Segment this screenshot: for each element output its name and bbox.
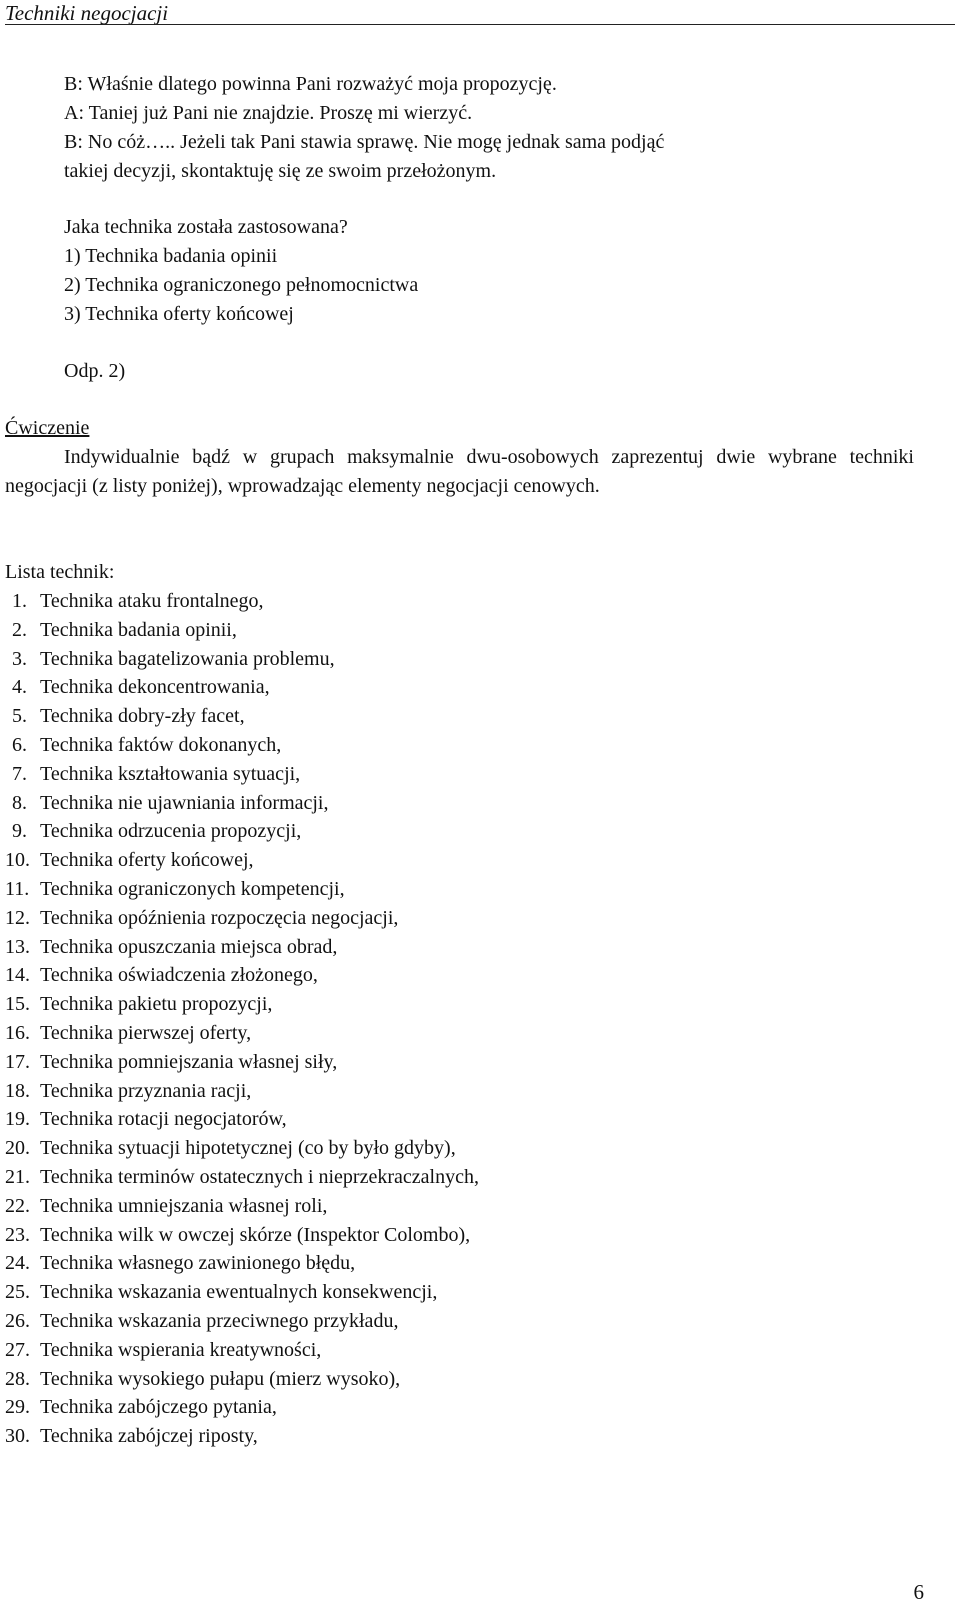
list-item-number: 20. xyxy=(5,1137,30,1160)
list-item xyxy=(5,1307,479,1336)
list-item-label: Technika oświadczenia złożonego, xyxy=(40,964,318,987)
list-item-number: 24. xyxy=(5,1252,30,1275)
list-item-label: Technika oferty końcowej, xyxy=(40,849,254,872)
list-item-label: Technika umniejszania własnej roli, xyxy=(40,1194,328,1217)
question-option: 1) Technika badania opinii xyxy=(64,245,278,267)
list-item-label: Technika zabójczej riposty, xyxy=(40,1425,258,1448)
list-item xyxy=(5,1077,479,1106)
list-item-number: 21. xyxy=(5,1165,30,1188)
list-item-number: 26. xyxy=(5,1309,30,1332)
exercise-instructions: Indywidualnie bądź w grupach maksymalnie dwu-osobowych zaprezentuj dwie wybrane techniki negocjacji (z listy poniżej), wprowadzając elementy negocjacji cenowych. xyxy=(5,446,914,497)
list-item xyxy=(5,990,479,1019)
list-item xyxy=(5,702,479,731)
list-item-label: Technika ataku frontalnego, xyxy=(40,590,264,612)
list-item-number: 29. xyxy=(5,1396,30,1419)
list-item-label: Technika pierwszej oferty, xyxy=(40,1021,252,1044)
header-divider xyxy=(5,24,955,25)
list-item xyxy=(5,1019,479,1048)
list-item-number: 2. xyxy=(12,618,27,641)
list-item-label: Technika zabójczego pytania, xyxy=(40,1396,277,1419)
list-item-number: 10. xyxy=(5,849,30,872)
list-item-number: 17. xyxy=(5,1050,30,1073)
list-item-label: Technika ograniczonych kompetencji, xyxy=(40,877,345,900)
list-item xyxy=(5,1105,479,1134)
list-item-label: Technika faktów dokonanych, xyxy=(40,733,282,756)
list-item xyxy=(5,875,479,904)
list-item-label: Technika kształtowania sytuacji, xyxy=(40,762,301,785)
list-item-number: 3. xyxy=(12,647,27,670)
list-item-number: 5. xyxy=(12,705,27,728)
list-item-label: Technika przyznania racji, xyxy=(40,1079,252,1102)
list-item xyxy=(5,1422,479,1451)
list-item-label: Technika opuszczania miejsca obrad, xyxy=(40,935,338,958)
technique-list xyxy=(5,587,479,1451)
dialogue-line: B: Właśnie dlatego powinna Pani rozważyć moja propozycję. xyxy=(64,73,557,95)
answer-text: Odp. 2) xyxy=(64,360,126,382)
list-item xyxy=(5,1249,479,1278)
list-item-label: Technika własnego zawinionego błędu, xyxy=(40,1252,356,1275)
running-header-title: Techniki negocjacji xyxy=(5,1,169,25)
list-item xyxy=(5,1134,479,1163)
dialogue-block xyxy=(64,70,664,186)
list-item-number: 22. xyxy=(5,1194,30,1217)
list-item-label: Technika bagatelizowania problemu, xyxy=(40,647,335,670)
list-item xyxy=(5,1365,479,1394)
list-item-label: Technika pomniejszania własnej siły, xyxy=(40,1050,338,1073)
list-item xyxy=(5,1048,479,1077)
list-item-number: 16. xyxy=(5,1021,30,1044)
list-item-number: 12. xyxy=(5,906,30,929)
list-item-number: 11. xyxy=(5,877,30,900)
list-item-number: 15. xyxy=(5,993,30,1016)
list-item-number: 8. xyxy=(12,791,27,814)
list-item-label: Technika pakietu propozycji, xyxy=(40,993,273,1016)
list-item-label: Technika nie ujawniania informacji, xyxy=(40,791,329,814)
list-item xyxy=(5,616,479,645)
list-item-number: 1. xyxy=(12,590,27,612)
dialogue-line: takiej decyzji, skontaktuję się ze swoim przełożonym. xyxy=(64,160,497,182)
list-item xyxy=(5,731,479,760)
list-item xyxy=(5,673,479,702)
list-item-label: Technika terminów ostatecznych i nieprzekraczalnych, xyxy=(40,1165,479,1188)
list-item xyxy=(5,587,479,616)
list-item-label: Technika wysokiego pułapu (mierz wysoko), xyxy=(40,1367,401,1390)
list-item xyxy=(5,1221,479,1250)
list-item-number: 9. xyxy=(12,820,27,843)
list-item-label: Technika opóźnienia rozpoczęcia negocjacji, xyxy=(40,906,399,929)
list-item-label: Technika dobry-zły facet, xyxy=(40,705,245,728)
list-item xyxy=(5,760,479,789)
dialogue-line: B: No cóż….. Jeżeli tak Pani stawia sprawę. Nie mogę jednak sama podjąć xyxy=(64,131,665,153)
exercise-heading: Ćwiczenie xyxy=(5,417,90,439)
list-item xyxy=(5,846,479,875)
dialogue-line: A: Taniej już Pani nie znajdzie. Proszę mi wierzyć. xyxy=(64,102,473,124)
list-item-number: 23. xyxy=(5,1223,30,1246)
list-item-number: 18. xyxy=(5,1079,30,1102)
list-item-label: Technika wilk w owczej skórze (Inspektor Colombo), xyxy=(40,1223,471,1246)
list-item-label: Technika dekoncentrowania, xyxy=(40,676,270,699)
list-item-number: 25. xyxy=(5,1281,30,1304)
list-item xyxy=(5,1278,479,1307)
page-number: 6 xyxy=(913,1580,924,1604)
list-item xyxy=(5,1163,479,1192)
technique-list-heading: Lista technik: xyxy=(5,561,115,583)
list-item xyxy=(5,1336,479,1365)
list-item-number: 13. xyxy=(5,935,30,958)
list-item-label: Technika wspierania kreatywności, xyxy=(40,1338,322,1361)
question-prompt: Jaka technika została zastosowana? xyxy=(64,216,348,238)
answer-block xyxy=(64,357,125,386)
list-item-label: Technika sytuacji hipotetycznej (co by było gdyby), xyxy=(40,1137,456,1160)
list-item-number: 19. xyxy=(5,1108,30,1131)
list-item xyxy=(5,933,479,962)
list-item xyxy=(5,904,479,933)
list-item-number: 27. xyxy=(5,1338,30,1361)
list-item-number: 6. xyxy=(12,733,27,756)
list-item-number: 4. xyxy=(12,676,27,699)
list-item-number: 14. xyxy=(5,964,30,987)
list-item-label: Technika wskazania przeciwnego przykładu, xyxy=(40,1309,399,1332)
list-item xyxy=(5,789,479,818)
question-option: 2) Technika ograniczonego pełnomocnictwa xyxy=(64,274,419,296)
list-item-number: 28. xyxy=(5,1367,30,1390)
list-item-label: Technika wskazania ewentualnych konsekwencji, xyxy=(40,1281,438,1304)
list-item-label: Technika badania opinii, xyxy=(40,618,237,641)
list-item xyxy=(5,645,479,674)
question-block xyxy=(64,213,418,329)
list-item xyxy=(5,1393,479,1422)
list-item xyxy=(5,817,479,846)
list-item-label: Technika odrzucenia propozycji, xyxy=(40,820,302,843)
list-item-number: 30. xyxy=(5,1425,30,1448)
list-item-label: Technika rotacji negocjatorów, xyxy=(40,1108,287,1131)
list-item xyxy=(5,1192,479,1221)
list-item xyxy=(5,961,479,990)
list-item-number: 7. xyxy=(12,762,27,785)
question-option: 3) Technika oferty końcowej xyxy=(64,303,294,325)
